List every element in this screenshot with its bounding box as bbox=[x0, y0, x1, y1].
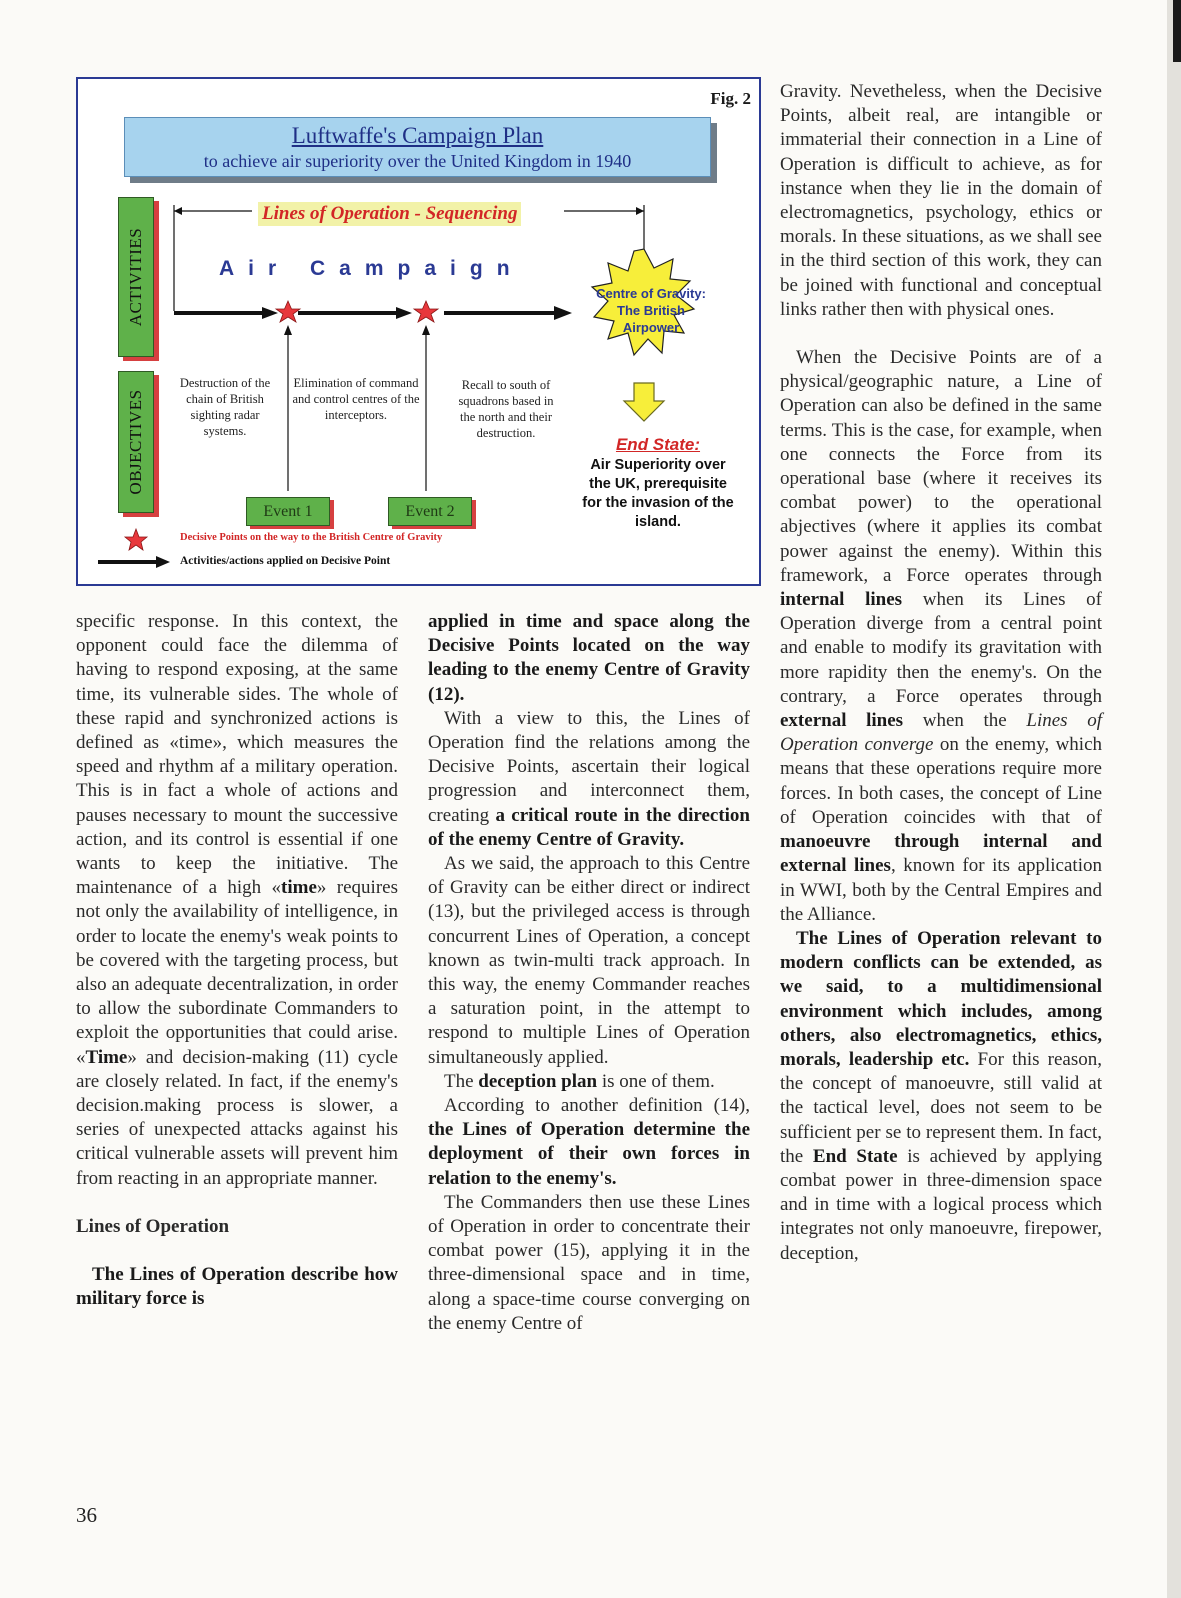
figure-title: Luftwaffe's Campaign Plan bbox=[291, 123, 544, 148]
page-edge-shadow bbox=[1173, 0, 1181, 62]
objective-1: Destruction of the chain of British sighting radar systems. bbox=[179, 376, 271, 438]
col3-p2-text-3: when the bbox=[903, 710, 1027, 732]
col1-p1-bold-1: time bbox=[281, 877, 317, 899]
event1-connector-arrow bbox=[284, 325, 292, 335]
spacer bbox=[780, 322, 1102, 346]
col3-p2-bold-1: internal lines bbox=[780, 589, 903, 611]
sequencing-arrow-left bbox=[174, 207, 182, 215]
section-heading: Lines of Operation bbox=[76, 1215, 230, 1237]
col3-p3-text: For this reason, the concept of manoeuvre, still valid at the tactical level, does not seem to be sufficient per se to represent them. In fact, the bbox=[780, 1048, 1102, 1167]
objective-2: Elimination of command and control centres of the interceptors. bbox=[292, 376, 420, 422]
air-campaign-label: Air Campaign bbox=[219, 257, 524, 280]
col1-p1-bold-2: Time bbox=[85, 1046, 128, 1068]
legend-activities: Activities/actions applied on Decisive Point bbox=[180, 555, 391, 567]
legend-arrow-icon bbox=[156, 556, 170, 568]
objective-3: Recall to south of squadrons based in the north and their destruction. bbox=[458, 378, 554, 440]
col2-p4-bold: deception plan bbox=[478, 1070, 598, 1092]
page-edge bbox=[1167, 0, 1181, 1598]
figure-number: Fig. 2 bbox=[710, 89, 751, 108]
activities-label-text: ACTIVITIES bbox=[126, 227, 145, 327]
col3-p3-text-2: is achieved by applying combat power in three-dimension space and in time with a logical process which integrates not only manoeuvre, firepower, deception, bbox=[780, 1145, 1102, 1264]
col3-paragraph-2 bbox=[780, 346, 1102, 927]
col2-paragraph-6: The Commanders then use these Lines of Operation in order to concentrate their combat power (15), applying it in the three-dimensional space and in time, along a space-time course converging on the enemy Centre of bbox=[428, 1191, 750, 1334]
activity-arrow-2 bbox=[396, 307, 412, 319]
centre-of-gravity-text: Centre of Gravity: The British Airpower bbox=[596, 286, 706, 335]
decisive-point-star-2 bbox=[414, 301, 438, 322]
col1-paragraph-1 bbox=[76, 610, 398, 1191]
col2-p1-bold: applied in time and space along the Decisive Points located on the way leading to the enemy Centre of Gravity (12). bbox=[428, 611, 750, 705]
col2-p5-bold: the Lines of Operation determine the deployment of their own forces in relation to the enemy's. bbox=[428, 1119, 750, 1189]
col1-p2-bold: The Lines of Operation describe how military force is bbox=[76, 1264, 398, 1310]
col3-paragraph-1: Gravity. Nevetheless, when the Decisive Points, albeit real, are intangible or immaterial their connection in a Line of Operation is difficult to achieve, as for instance when they lie in the domain of electromagnetics, psychology, ethics or morals. In these situations, as we shall see in the third section of this work, they can be joined with functional and conceptual links rather then with physical ones. bbox=[780, 81, 1102, 320]
down-arrow-icon bbox=[624, 383, 664, 421]
col2-p4-text-2: is one of them. bbox=[597, 1070, 715, 1092]
col3-paragraph-3 bbox=[780, 927, 1102, 1266]
col3-p3-bold-2: End State bbox=[812, 1145, 898, 1167]
col1-p1-text-3: » and decision-making (11) cycle are closely related. In fact, if the enemy's decision.making process is slower, a series of unexpected attacks against his critical vulnerable assets will prevent him from reacting in an appropriate manner. bbox=[76, 1046, 398, 1189]
col3-p2-bold-3: manoeuvre through internal and external lines bbox=[780, 831, 1102, 877]
column-2 bbox=[428, 610, 750, 1336]
col2-paragraph-4 bbox=[428, 1070, 750, 1094]
figure-subtitle: to achieve air superiority over the United Kingdom in 1940 bbox=[203, 151, 632, 171]
col3-p2-text-2: when its Lines of Operation diverge from a central point and enable to modify its gravitation with more rapidity then the enemy's. On the contrary, a Force operates through bbox=[780, 589, 1102, 707]
col1-paragraph-2 bbox=[76, 1263, 398, 1311]
col2-paragraph-5 bbox=[428, 1094, 750, 1191]
col2-paragraph-2 bbox=[428, 707, 750, 852]
col3-p3-bold: The Lines of Operation relevant to modern conflicts can be extended, as we said, to a multidimensional environment which includes, among others, also electromagnetics, ethics, morals, leadership etc. bbox=[780, 927, 1102, 1070]
col1-p1-text: specific response. In this context, the opponent could face the dilemma of having to respond exposing, at the same time, its vulnerable sides. The whole of these rapid and synchronized actions is defined as «time», which measures the speed and rhythm af a military operation. This is in fact a whole of actions and pauses necessary to mount the successive action, and its control is essential if one wants to keep the initiative. The maintenance of a high « bbox=[76, 611, 398, 899]
page-number: 36 bbox=[76, 1503, 97, 1527]
col2-p2-bold: a critical route in the direction of the enemy Centre of Gravity. bbox=[428, 804, 750, 850]
column-3 bbox=[780, 80, 1102, 1266]
objectives-label-text: OBJECTIVES bbox=[126, 389, 145, 495]
col1-p1-text-2: » requires not only the availability of intelligence, in order to locate the enemy's weak points to be covered with the targeting process, but also an adequate decentralization, in order to allow the subordinate Commanders to exploit the opportunities that could arise. « bbox=[76, 877, 398, 1068]
end-state-text: Air Superiority over the UK, prerequisite for the invasion of the island. bbox=[582, 457, 734, 530]
col2-p5-text: According to another definition (14), bbox=[444, 1095, 750, 1117]
decisive-point-star-1 bbox=[276, 301, 300, 322]
sequencing-arrow-right bbox=[636, 207, 644, 215]
column-1 bbox=[76, 610, 398, 1311]
end-state-label: End State: bbox=[615, 435, 701, 454]
col3-p2-text-5: , known for its application in WWI, both by the Central Empires and the Alliance. bbox=[780, 855, 1102, 925]
col3-p2-italic: Lines of Operation converge bbox=[780, 710, 1102, 756]
col3-p2-text: When the Decisive Points are of a physical/geographic nature, a Line of Operation can also be defined in the same terms. This is the case, for example, when one connects the Force from its operational base (where it receives its combat power) to the operational abjectives (where it applies its combat power against the enemy). Within this framework, a Force operates through bbox=[780, 347, 1102, 586]
figure-luftwaffe-campaign-plan bbox=[76, 77, 761, 586]
col2-p2-text: With a view to this, the Lines of Operation find the relations among the Decisive Points, ascertain their logical progression and interconnect them, creating bbox=[428, 707, 750, 826]
spacer bbox=[76, 1191, 398, 1215]
col2-paragraph-3: As we said, the approach to this Centre of Gravity can be either direct or indirect (13), but the privileged access is through concurrent Lines of Operation, a concept known as twin-multi track approach. In this way, the enemy Commander reaches a saturation point, in the attempt to respond to multiple Lines of Operation simultaneously applied. bbox=[428, 853, 750, 1068]
event2-connector-arrow bbox=[422, 325, 430, 335]
lines-of-operation-label: Lines of Operation - Sequencing bbox=[258, 202, 521, 226]
activity-arrow-3 bbox=[554, 306, 572, 320]
col3-p2-bold-2: external lines bbox=[780, 710, 904, 732]
col3-p2-text-4: on the enemy, which means that these operations require more forces. In both cases, the concept of Line of Operation coincides with that of bbox=[780, 734, 1102, 828]
legend-star-icon bbox=[125, 529, 147, 550]
event-2-box: Event 2 bbox=[388, 497, 472, 526]
col2-p4-text: The bbox=[444, 1070, 479, 1092]
col2-paragraph-1 bbox=[428, 610, 750, 707]
legend-decisive-points: Decisive Points on the way to the British Centre of Gravity bbox=[180, 532, 443, 543]
spacer bbox=[76, 1239, 398, 1263]
event-1-box: Event 1 bbox=[246, 497, 330, 526]
